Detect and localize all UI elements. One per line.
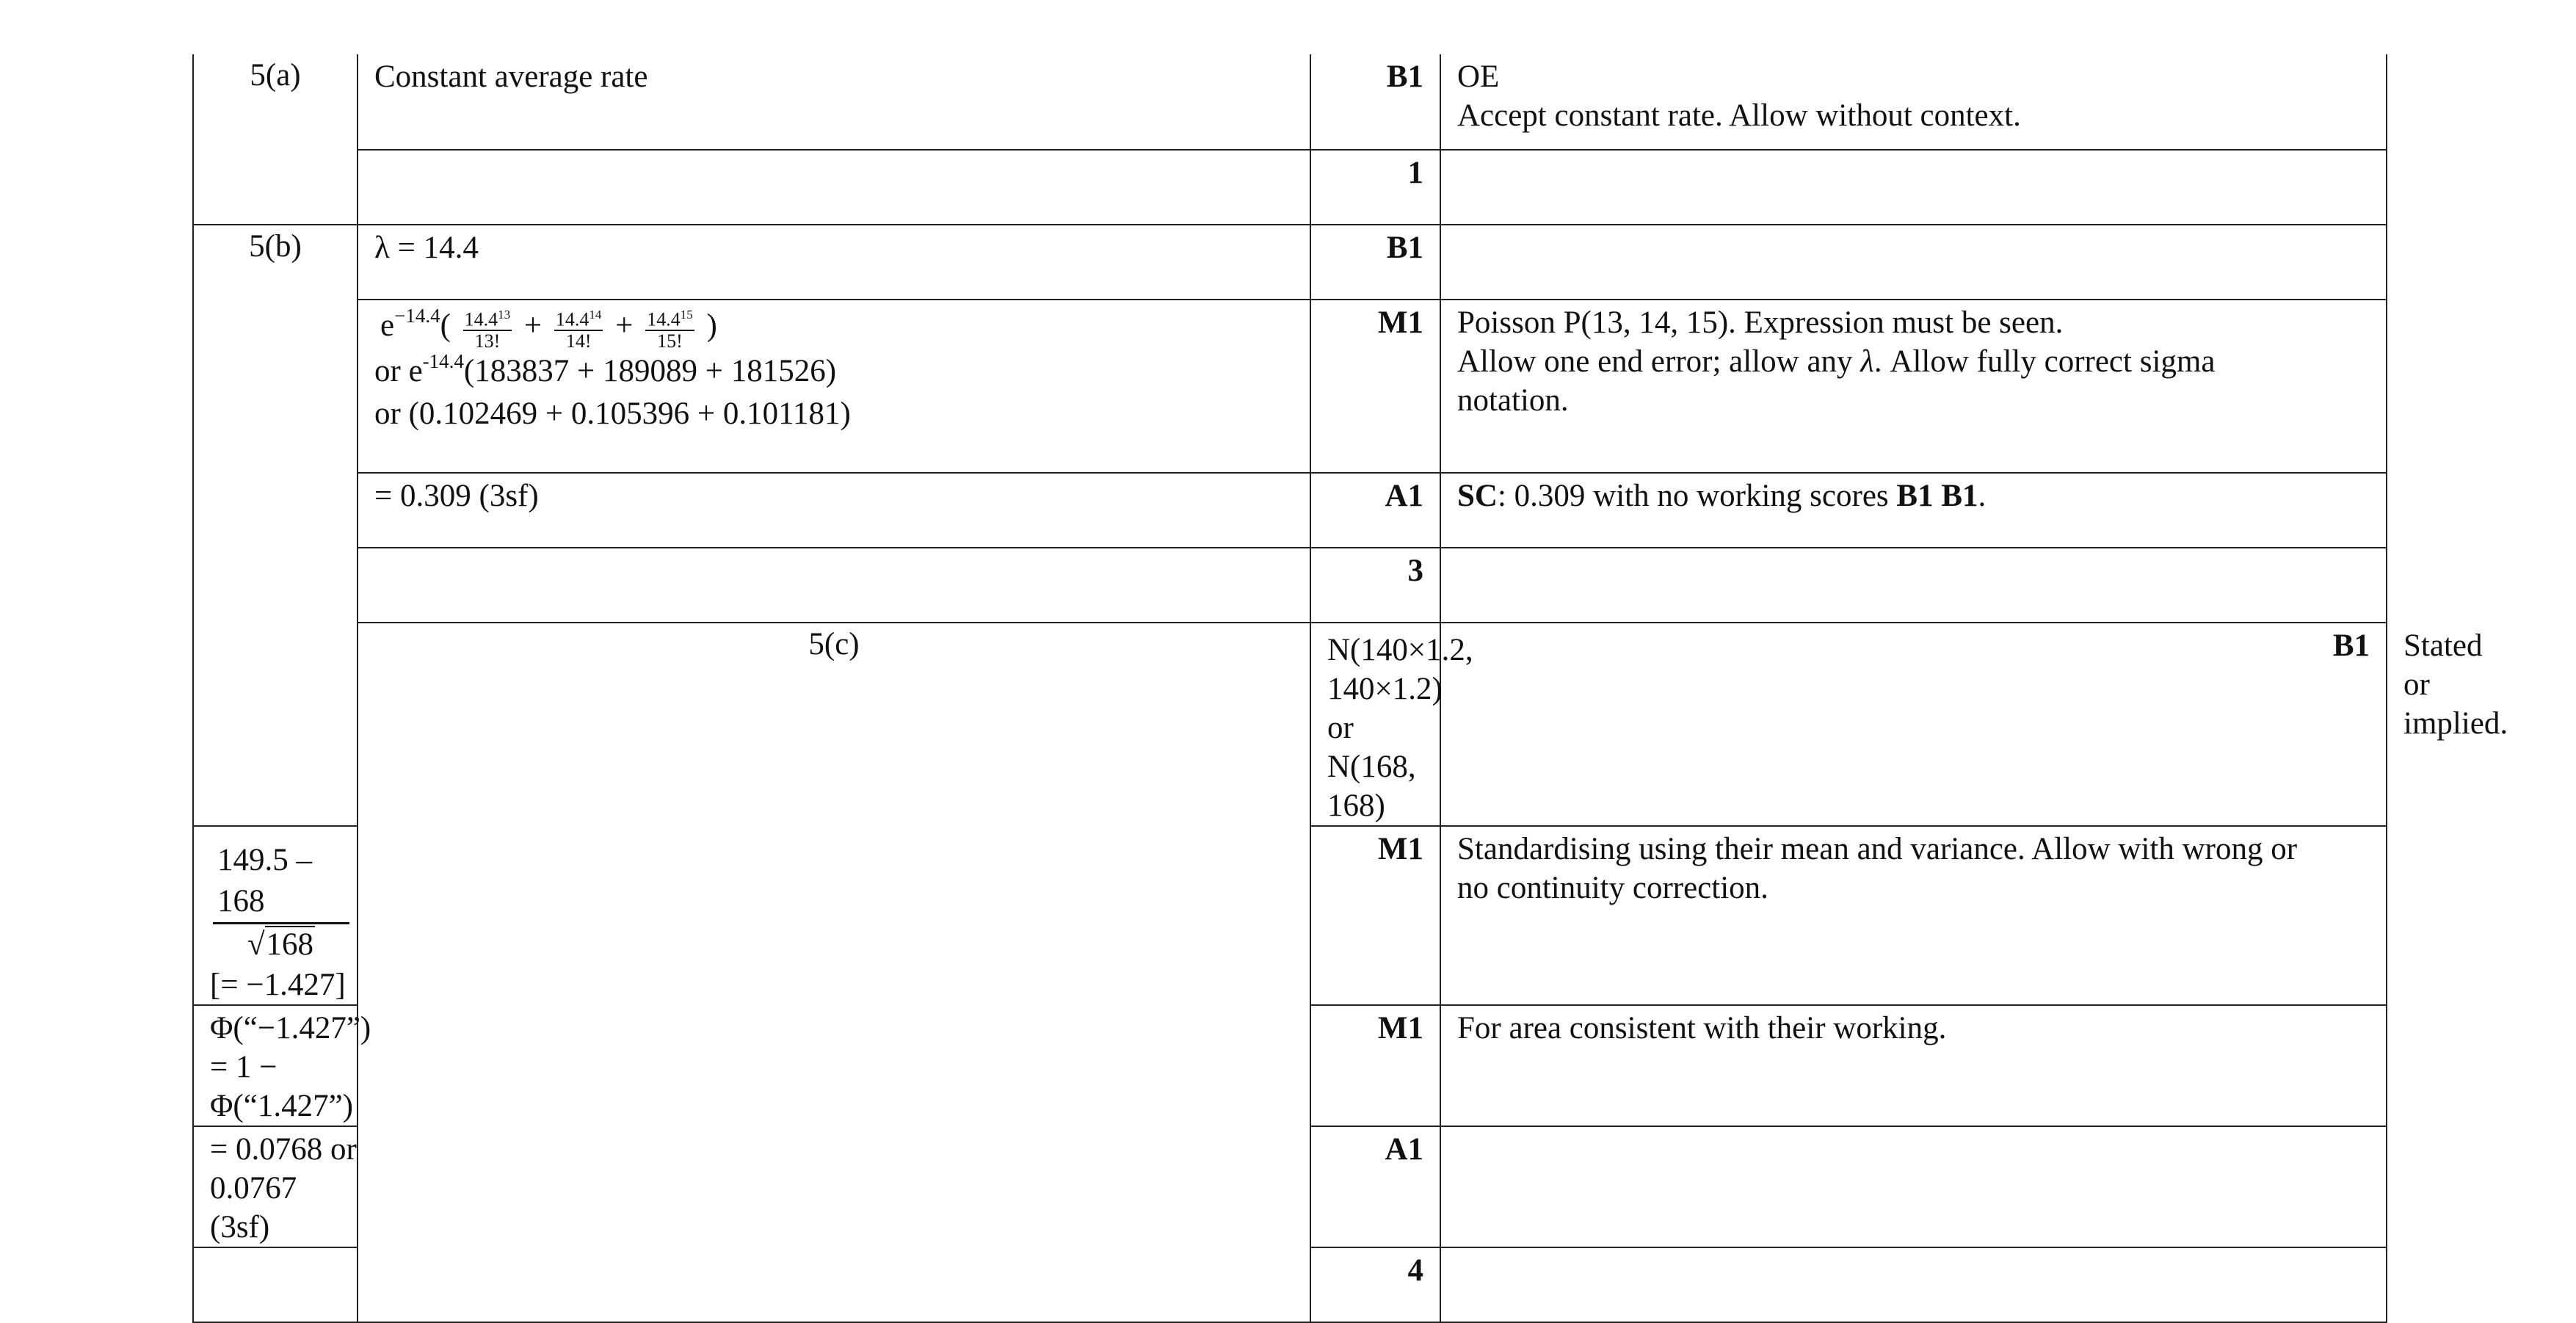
mark-cell: A1: [1310, 1126, 1440, 1247]
table-row: [193, 548, 2387, 623]
plus-sign: +: [523, 308, 543, 343]
z-value: [= −1.427]: [210, 968, 346, 1002]
alt-prefix: or e: [374, 354, 423, 389]
guidance-line: OE: [1457, 59, 1500, 94]
guidance-text: . Allow fully correct sigma: [1873, 344, 2216, 379]
expr-close: ): [706, 308, 717, 343]
fraction-term: [463, 305, 512, 352]
alt-exponent: -14.4: [422, 350, 464, 373]
answer-cell: [358, 548, 1310, 623]
answer-cell: [358, 225, 1310, 300]
frac-den: 15!: [657, 330, 683, 352]
mark-cell: B1: [1310, 54, 1440, 150]
guidance-cell: [1440, 473, 2387, 548]
frac-num: 14.4: [464, 308, 498, 330]
answer-cell: [358, 150, 1310, 225]
total-marks: 3: [1310, 548, 1440, 623]
mark-cell: M1: [1310, 826, 1440, 1005]
table-row: [193, 54, 2387, 150]
expr-e: e: [380, 308, 395, 343]
question-number: 5(c): [358, 623, 1310, 1322]
guidance-cell: [1440, 225, 2387, 300]
frac-den: 13!: [474, 330, 501, 352]
mark-scheme-table: [192, 54, 2508, 1323]
frac-num-exp: 14: [589, 307, 602, 322]
fraction-term: [645, 305, 694, 352]
guidance-text: .: [1978, 479, 1987, 513]
frac-num-exp: 13: [498, 307, 511, 322]
answer-cell: [358, 300, 1310, 473]
fraction-term: [554, 305, 603, 352]
fraction-denominator: [247, 924, 315, 965]
expr-open: (: [440, 308, 451, 343]
guidance-cell: [1440, 300, 2387, 473]
guidance-line: Accept constant rate. Allow without context.: [1457, 98, 2021, 133]
mark-cell: M1: [1310, 1005, 1440, 1126]
guidance-cell: [1440, 1247, 2387, 1322]
table-row: [193, 300, 2387, 473]
frac-num: 14.4: [555, 308, 589, 330]
alt-rest: (183837 + 189089 + 181526): [463, 354, 837, 389]
guidance-line: [1457, 342, 2386, 381]
expr-exponent: −14.4: [394, 305, 440, 327]
guidance-cell: [1440, 54, 2387, 150]
table-row: 5(c) N(140×1.2, 140×1.2) or N(168, 168) B1 Stated or implied.: [193, 623, 2387, 826]
answer-cell: = 0.0768 or 0.0767 (3sf): [193, 1126, 358, 1247]
frac-num: 14.4: [647, 308, 681, 330]
answer-cell: Constant average rate: [358, 54, 1310, 150]
table-row: [193, 473, 2387, 548]
guidance-cell: [1440, 1126, 2387, 1247]
lambda-symbol: λ: [1860, 344, 1874, 379]
special-case-marks: B1 B1: [1896, 479, 1978, 513]
guidance-text: Allow one end error; allow any: [1457, 344, 1853, 379]
answer-cell: [193, 826, 358, 1005]
guidance-cell: For area consistent with their working.: [1440, 1005, 2387, 1126]
plus-sign: +: [615, 308, 634, 343]
table-row: [193, 150, 2387, 225]
answer-cell: Φ(“−1.427”) = 1 − Φ(“1.427”): [193, 1005, 358, 1126]
special-case-label: SC: [1457, 479, 1498, 513]
fraction-numerator: 149.5 – 168: [213, 840, 349, 924]
guidance-line: no continuity correction.: [1457, 871, 1768, 905]
standardising-fraction: [213, 840, 349, 965]
frac-num-exp: 15: [680, 307, 693, 322]
alt-expression-2: or (0.102469 + 0.105396 + 0.101181): [374, 396, 851, 432]
answer-cell: N(140×1.2, 140×1.2) or N(168, 168): [1310, 623, 1440, 826]
table-row: [193, 225, 2387, 300]
guidance-cell: [1440, 826, 2387, 1005]
poisson-expression: [374, 303, 1310, 352]
sqrt-sign: √: [247, 927, 265, 962]
alt-expression-1: [374, 352, 1310, 394]
total-marks: 4: [1310, 1247, 1440, 1322]
guidance-line: Standardising using their mean and variance. Allow with wrong or: [1457, 832, 2298, 866]
guidance-line: notation.: [1457, 383, 1569, 418]
guidance-text: : 0.309 with no working scores: [1497, 479, 1889, 513]
mark-cell: M1: [1310, 300, 1440, 473]
answer-cell: = 0.309 (3sf): [358, 473, 1310, 548]
answer-cell: [193, 1247, 358, 1322]
sqrt-radicand: 168: [266, 927, 314, 962]
guidance-cell: [1440, 150, 2387, 225]
question-number: 5(a): [193, 54, 358, 225]
total-marks: 1: [1310, 150, 1440, 225]
mark-cell: B1: [1440, 623, 2387, 826]
mark-cell: B1: [1310, 225, 1440, 300]
question-number: 5(b): [193, 225, 358, 826]
guidance-line: Poisson P(13, 14, 15). Expression must be seen.: [1457, 305, 2064, 340]
lambda-equation: λ = 14.4: [374, 231, 479, 265]
frac-den: 14!: [565, 330, 592, 352]
guidance-cell: [1440, 548, 2387, 623]
mark-cell: A1: [1310, 473, 1440, 548]
